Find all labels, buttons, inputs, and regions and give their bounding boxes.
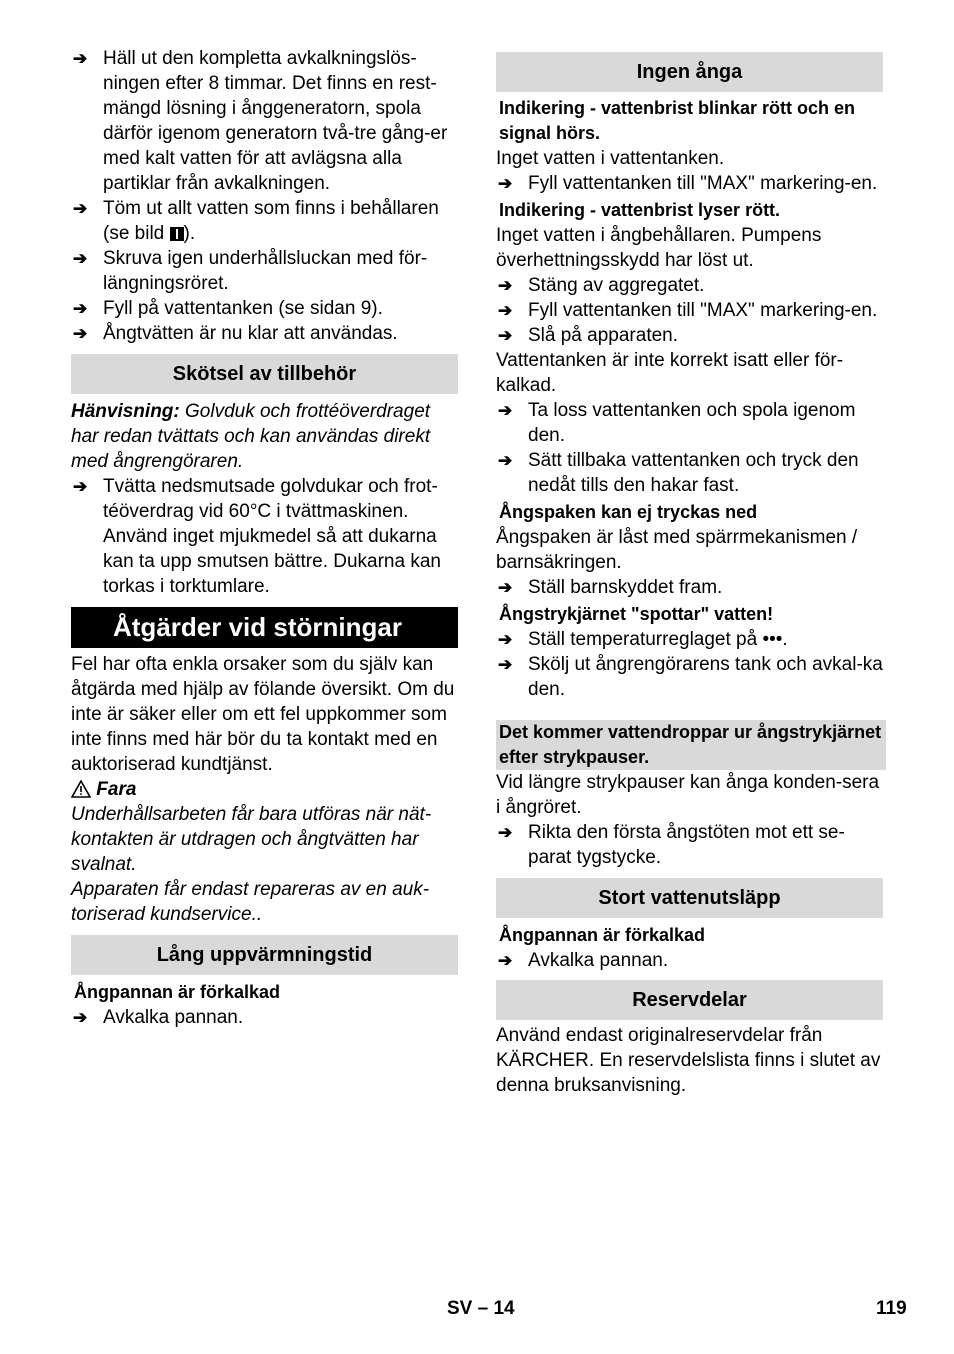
subheading: Ångspaken kan ej tryckas ned: [499, 502, 758, 522]
list-item: ➔ Ställ temperaturreglaget på •••.: [498, 629, 788, 650]
list-item: ➔ Fyll vattentanken till "MAX" markering-en.: [498, 173, 878, 194]
list-item: ➔ Fyll på vattentanken (se sidan 9).: [73, 298, 383, 319]
paragraph: Använd endast originalreservdelar från KÄRCHER. En reservdelslista finns i slutet av denna bruksanvisning.: [496, 1025, 881, 1096]
arrow-right-icon: ➔: [73, 477, 88, 496]
list-item: ➔ Ta loss vattentanken och spola igenom den.: [498, 400, 856, 446]
section-heading: Det kommer vattendroppar ur ångstrykjärnet efter strykpauser.: [496, 720, 886, 770]
section-heading: Lång uppvärmningstid: [71, 935, 458, 975]
note-paragraph: Hänvisning: Golvduk och frottéöverdraget har redan tvättats och kan användas direkt med ångrengöraren.: [71, 401, 431, 472]
danger-text: Apparaten får endast repareras av en auk-toriserad kundservice..: [71, 879, 430, 925]
page-label: SV – 14: [447, 1298, 515, 1319]
warning-triangle-icon: [71, 780, 91, 798]
subheading: Ångstrykjärnet "spottar" vatten!: [499, 604, 774, 624]
arrow-right-icon: ➔: [73, 49, 88, 68]
subheading: Ångpannan är förkalkad: [74, 982, 281, 1002]
list-item: ➔ Sätt tillbaka vattentanken och tryck den nedåt tills den hakar fast.: [498, 450, 859, 496]
paragraph: Vattentanken är inte korrekt isatt eller för-kalkad.: [496, 350, 844, 396]
subheading: Indikering - vattenbrist lyser rött.: [499, 200, 781, 220]
list-item: ➔ Töm ut allt vatten som finns i behållaren (se bild ).: [73, 198, 439, 244]
list-item: ➔ Tvätta nedsmutsade golvdukar och frot-téöverdrag vid 60°C i tvättmaskinen. Använd inget mjukmedel så att dukarna kan ta upp smutsen bättre. Dukarna kan torkas i torktumlare.: [73, 476, 441, 597]
chapter-heading: Åtgärder vid störningar: [71, 607, 458, 648]
page-number: 119: [876, 1298, 907, 1319]
list-item: ➔ Skölj ut ångrengörarens tank och avkal-ka den.: [498, 654, 883, 700]
section-heading: Ingen ånga: [496, 52, 883, 92]
section-heading: Stort vattenutsläpp: [496, 878, 883, 918]
list-item: ➔ Ställ barnskyddet fram.: [498, 577, 723, 598]
paragraph: Inget vatten i vattentanken.: [496, 148, 725, 169]
section-heading: Skötsel av tillbehör: [71, 354, 458, 394]
arrow-right-icon: ➔: [498, 401, 513, 420]
paragraph: Inget vatten i ångbehållaren. Pumpens överhettningsskydd har löst ut.: [496, 225, 822, 271]
arrow-right-icon: ➔: [498, 301, 513, 320]
list-item: ➔ Fyll vattentanken till "MAX" markering-en.: [498, 300, 878, 321]
danger-text: Underhållsarbeten får bara utföras när nät-kontakten är utdragen och ångtvätten har svalnat.: [71, 804, 432, 875]
arrow-right-icon: ➔: [498, 451, 513, 470]
list-item: ➔ Skruva igen underhållsluckan med för-längningsröret.: [73, 248, 428, 294]
list-item: ➔ Häll ut den kompletta avkalkningslös-ningen efter 8 timmar. Det finns en rest-mängd lösning i ånggeneratorn, spola därför igenom generatorn två-tre gång-er med kalt vatten för att avlägsna alla partiklar från avkalkningen.: [73, 48, 448, 194]
arrow-right-icon: ➔: [498, 823, 513, 842]
section-heading: Reservdelar: [496, 980, 883, 1020]
arrow-right-icon: ➔: [73, 249, 88, 268]
left-column: [71, 46, 458, 1030]
list-item: ➔ Rikta den första ångstöten mot ett se-parat tygstycke.: [498, 822, 845, 868]
arrow-right-icon: ➔: [498, 630, 513, 649]
paragraph: Vid längre strykpauser kan ånga konden-sera i ångröret.: [496, 772, 880, 818]
list-item: ➔ Avkalka pannan.: [73, 1007, 244, 1028]
arrow-right-icon: ➔: [73, 299, 88, 318]
arrow-right-icon: ➔: [498, 951, 513, 970]
list-item: ➔ Stäng av aggregatet.: [498, 275, 705, 296]
arrow-right-icon: ➔: [73, 324, 88, 343]
list-item: ➔ Slå på apparaten.: [498, 325, 679, 346]
arrow-right-icon: ➔: [73, 1008, 88, 1027]
arrow-right-icon: ➔: [498, 174, 513, 193]
figure-ref-icon: [170, 227, 184, 241]
list-item: ➔ Avkalka pannan.: [498, 950, 669, 971]
subheading: Indikering - vattenbrist blinkar rött och en signal hörs.: [499, 98, 856, 143]
arrow-right-icon: ➔: [498, 578, 513, 597]
right-column: [496, 46, 886, 1098]
subheading: Ångpannan är förkalkad: [499, 925, 706, 945]
list-item: ➔ Ångtvätten är nu klar att användas.: [73, 323, 398, 344]
arrow-right-icon: ➔: [73, 199, 88, 218]
paragraph: Ångspaken är låst med spärrmekanismen / barnsäkringen.: [496, 527, 858, 573]
danger-heading: Fara: [71, 777, 458, 802]
arrow-right-icon: ➔: [498, 326, 513, 345]
intro-paragraph: Fel har ofta enkla orsaker som du själv kan åtgärda med hjälp av fölande översikt. Om du inte är säker eller om ett fel uppkommer som inte finns med här bör du ta kontakt med en auktoriserad kundtjänst.: [71, 654, 455, 775]
arrow-right-icon: ➔: [498, 276, 513, 295]
arrow-right-icon: ➔: [498, 655, 513, 674]
